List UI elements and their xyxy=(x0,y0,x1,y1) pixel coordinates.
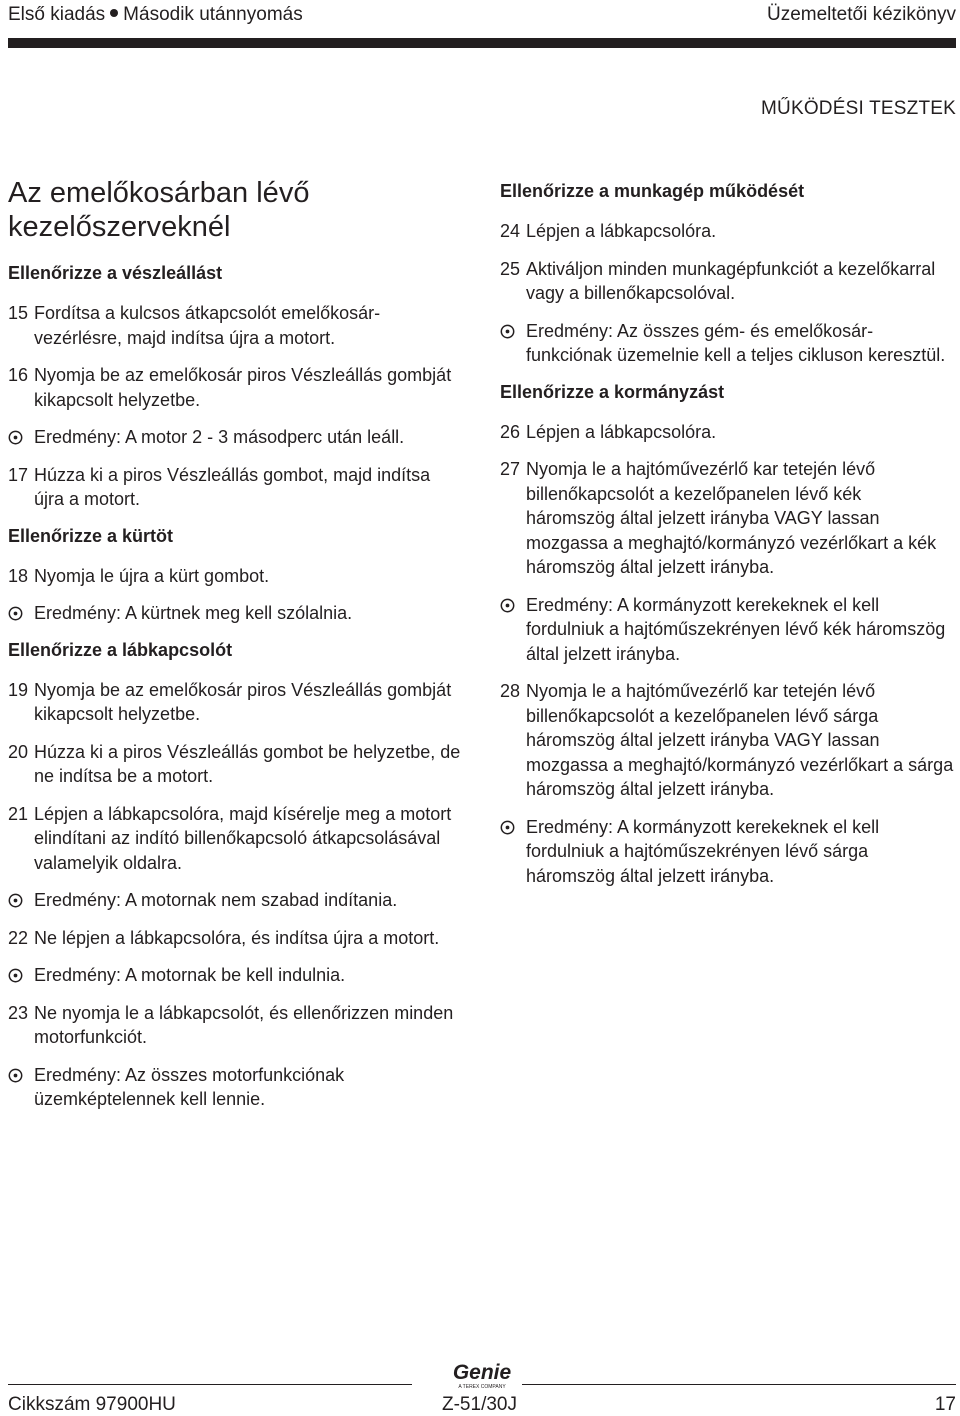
step-number: 25 xyxy=(500,258,521,279)
part-number: Cikkszám 97900HU xyxy=(8,1394,176,1415)
result-text: Eredmény: A motornak be kell indulnia. xyxy=(34,965,346,985)
result-text: Eredmény: Az összes gém- és emelőkosár-funkciónak üzemelnie kell a teljes cikluson keresztül. xyxy=(526,320,946,365)
result-circle-icon xyxy=(500,324,515,339)
step-text: Lépjen a lábkapcsolóra, majd kísérelje meg a motort elindítani az indító billenőkapcsoló átkapcsolásával valamelyik oldalra. xyxy=(34,803,452,873)
subheading: Ellenőrizze a kürtöt xyxy=(8,525,174,546)
page-number: 17 xyxy=(934,1394,956,1415)
result-item xyxy=(500,593,955,667)
step-text: Nyomja le a hajtóművezérlő kar tetején lévő billenőkapcsolót a kezelőpanelen lévő sárga háromszög által jelzett irányba VAGY lassan mozgassa a meghajtó/kormányzó vezérlőkart a sárga háromszög által jelzett irányba. xyxy=(526,681,954,799)
step-number: 22 xyxy=(8,927,29,948)
step-text: Aktiváljon minden munkagépfunkciót a kezelőkarral vagy a billenőkapcsolóval. xyxy=(526,258,936,303)
step-number: 15 xyxy=(8,303,29,323)
right-column xyxy=(500,180,955,901)
result-circle-icon xyxy=(8,606,23,621)
step-number: 24 xyxy=(500,221,521,241)
step-item xyxy=(500,420,955,445)
step-item xyxy=(8,301,463,350)
subheading: Ellenőrizze a munkagép működését xyxy=(500,181,805,201)
step-item xyxy=(8,802,463,876)
logo-wordmark: Genie xyxy=(452,1361,512,1384)
edition-second: Második utánnyomás xyxy=(123,4,303,25)
step-item xyxy=(8,1001,463,1050)
step-item xyxy=(8,678,463,727)
header-edition xyxy=(8,4,303,26)
result-circle-icon xyxy=(8,968,23,983)
step-item xyxy=(500,457,955,580)
page-title xyxy=(8,176,463,244)
bullet-dot-icon xyxy=(110,9,118,17)
title-line-1: Az emelőkosárban lévő xyxy=(8,177,310,209)
step-number: 21 xyxy=(8,803,29,824)
left-items xyxy=(8,262,463,1112)
result-circle-icon xyxy=(8,893,23,908)
step-number: 23 xyxy=(8,1002,29,1023)
result-text: Eredmény: A kürtnek meg kell szólalnia. xyxy=(34,603,353,623)
step-text: Nyomja le a hajtóművezérlő kar tetején lévő billenőkapcsolót a kezelőpanelen lévő kék háromszög által jelzett irányba VAGY lassan mozgassa a meghajtó/kormányzó vezérlőkart a kék háromszög által jelzett irányba. xyxy=(526,459,937,577)
result-circle-icon xyxy=(500,598,515,613)
subheading: Ellenőrizze a lábkapcsolót xyxy=(8,639,233,660)
result-item xyxy=(8,963,463,988)
step-number: 27 xyxy=(500,459,521,479)
left-column xyxy=(8,176,463,1125)
step-text: Nyomja le újra a kürt gombot. xyxy=(34,565,270,586)
step-item xyxy=(500,679,955,802)
step-text: Nyomja be az emelőkosár piros Vészleállás gombját kikapcsolt helyzetbe. xyxy=(34,365,452,410)
step-number: 20 xyxy=(8,741,29,762)
result-item xyxy=(8,425,463,450)
result-item xyxy=(8,1063,463,1112)
step-number: 18 xyxy=(8,565,29,586)
step-item xyxy=(8,740,463,789)
step-text: Lépjen a lábkapcsolóra. xyxy=(526,421,717,442)
step-text: Ne nyomja le a lábkapcsolót, és ellenőrizzen minden motorfunkciót. xyxy=(34,1002,454,1047)
step-item xyxy=(8,926,463,951)
step-item xyxy=(500,219,955,244)
result-item xyxy=(500,815,955,889)
step-number: 28 xyxy=(500,681,521,701)
step-item xyxy=(500,257,955,306)
step-text: Húzza ki a piros Vészleállás gombot be helyzetbe, de ne indítsa be a motort. xyxy=(34,741,461,786)
step-item xyxy=(8,564,463,589)
result-item xyxy=(8,888,463,913)
step-number: 16 xyxy=(8,365,29,385)
step-number: 19 xyxy=(8,679,29,700)
subheading: Ellenőrizze a kormányzást xyxy=(500,381,725,402)
subheading: Ellenőrizze a vészleállást xyxy=(8,263,223,283)
right-items xyxy=(500,180,955,888)
step-number: 26 xyxy=(500,421,521,442)
step-number: 17 xyxy=(8,464,29,485)
result-text: Eredmény: A motor 2 - 3 másodperc után leáll. xyxy=(34,427,405,447)
step-text: Húzza ki a piros Vészleállás gombot, majd indítsa újra a motort. xyxy=(34,464,431,509)
header-rule xyxy=(8,38,956,48)
step-item xyxy=(8,363,463,412)
step-item xyxy=(8,463,463,512)
result-circle-icon xyxy=(8,1068,23,1083)
result-circle-icon xyxy=(8,430,23,445)
result-circle-icon xyxy=(500,820,515,835)
model-number: Z-51/30J xyxy=(442,1394,517,1415)
logo-tagline: A TEREX COMPANY xyxy=(458,1384,506,1390)
result-text: Eredmény: A motornak nem szabad indítania. xyxy=(34,890,398,910)
result-text: Eredmény: A kormányzott kerekeknek el kell fordulniuk a hajtóműszekrényen lévő kék háromszög által jelzett irányba. xyxy=(526,594,946,664)
genie-logo-icon xyxy=(444,1360,520,1390)
step-text: Fordítsa a kulcsos átkapcsolót emelőkosár-vezérlésre, majd indítsa újra a motort. xyxy=(34,303,381,348)
manual-title: Üzemeltetői kézikönyv xyxy=(766,4,956,25)
step-text: Nyomja be az emelőkosár piros Vészleállás gombját kikapcsolt helyzetbe. xyxy=(34,679,452,724)
result-item xyxy=(500,319,955,368)
step-text: Ne lépjen a lábkapcsolóra, és indítsa újra a motort. xyxy=(34,927,440,948)
edition-first: Első kiadás xyxy=(8,4,106,25)
step-text: Lépjen a lábkapcsolóra. xyxy=(526,221,717,241)
title-line-2: kezelőszerveknél xyxy=(8,211,231,243)
result-text: Eredmény: Az összes motorfunkciónak üzemképtelennek kell lennie. xyxy=(34,1064,345,1109)
result-item xyxy=(8,601,463,626)
section-label: MŰKÖDÉSI TESZTEK xyxy=(761,98,956,119)
footer-rule-left xyxy=(8,1384,412,1385)
result-text: Eredmény: A kormányzott kerekeknek el kell fordulniuk a hajtóműszekrényen lévő sárga háromszög által jelzett irányba. xyxy=(526,816,880,886)
footer-rule-right xyxy=(522,1384,956,1385)
